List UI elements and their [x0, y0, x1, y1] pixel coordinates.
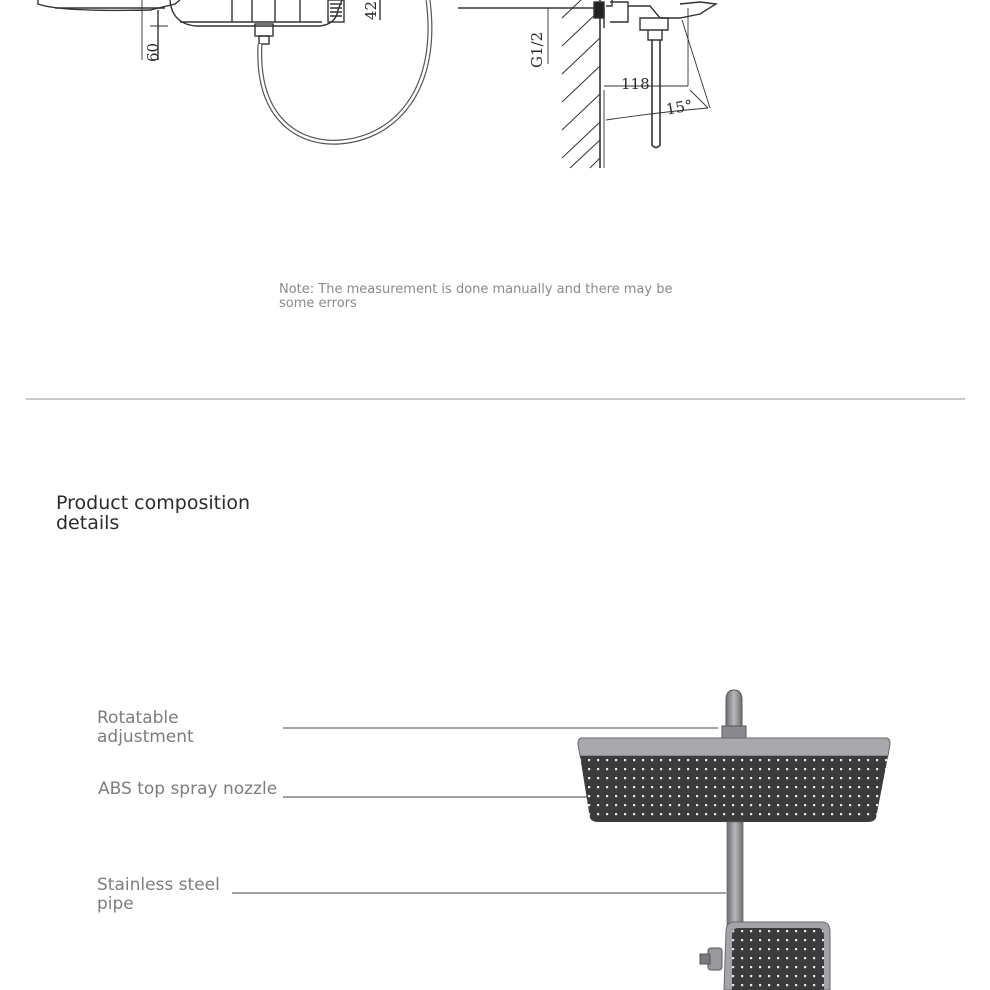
dimension-42: 42	[362, 0, 380, 20]
callout-rotatable-adjustment: Rotatable adjustment	[97, 708, 194, 747]
rotatable-joint	[722, 690, 746, 738]
dimension-118: 118	[621, 75, 650, 93]
dimension-thread: G1/2	[528, 31, 546, 68]
dimension-drawing	[0, 0, 990, 175]
shower-illustration	[0, 600, 990, 990]
callout-stainless-steel-pipe: Stainless steel pipe	[97, 875, 220, 914]
measurement-note: Note: The measurement is done manually and there may be some errors	[279, 282, 673, 311]
section-title: Product composition details	[56, 492, 251, 534]
callout-abs-top-spray-nozzle: ABS top spray nozzle	[98, 779, 278, 799]
hand-shower-head	[724, 922, 830, 990]
dimension-angle: 15°	[664, 96, 694, 119]
diverter-knob	[700, 948, 722, 970]
section-divider	[26, 398, 965, 400]
top-spray-head	[578, 738, 890, 822]
dimension-60: 60	[144, 42, 162, 62]
